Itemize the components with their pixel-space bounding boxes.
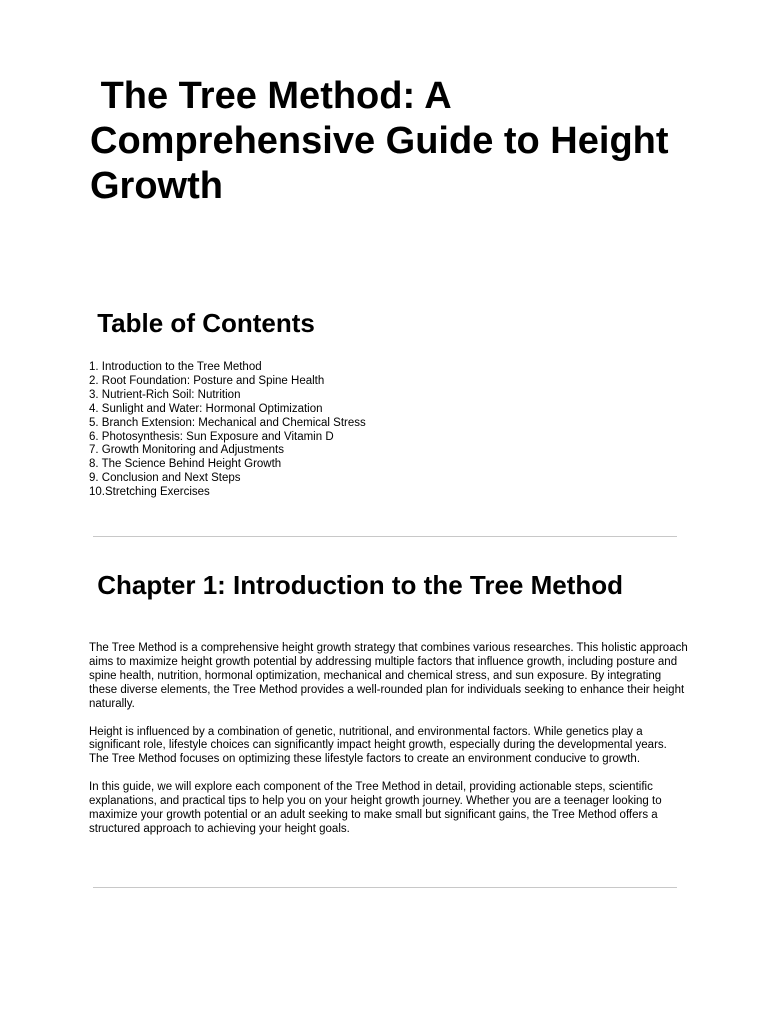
chapter-heading: Chapter 1: Introduction to the Tree Method xyxy=(90,570,624,600)
section-divider xyxy=(93,536,677,537)
chapter-paragraph: Height is influenced by a combination of genetic, nutritional, and environmental factors. While genetics play a significant role, lifestyle choices can significantly impact height growth, especially during the developmental years. The Tree Method focuses on optimizing these lifestyle factors to create an environment conducive to growth. xyxy=(89,725,667,766)
section-divider xyxy=(93,887,677,888)
toc-item: 2. Root Foundation: Posture and Spine Health xyxy=(89,374,325,387)
toc-item: 5. Branch Extension: Mechanical and Chemical Stress xyxy=(89,416,366,429)
chapter-paragraph: The Tree Method is a comprehensive height growth strategy that combines various researches. This holistic approach aims to maximize height growth potential by addressing multiple factors that influence growth, including posture and spine health, nutrition, hormonal optimization, mechanical and chemical stress, and sun exposure. By integrating these diverse elements, the Tree Method provides a well-rounded plan for individuals seeking to enhance their height naturally. xyxy=(89,642,688,710)
toc-item: 4. Sunlight and Water: Hormonal Optimization xyxy=(89,402,323,415)
toc-item: 1. Introduction to the Tree Method xyxy=(89,361,262,373)
chapter-body xyxy=(89,642,689,851)
toc-item: 3. Nutrient-Rich Soil: Nutrition xyxy=(89,388,241,401)
toc-list xyxy=(89,361,366,500)
toc-item: 8. The Science Behind Height Growth xyxy=(89,458,282,471)
chapter-paragraph: In this guide, we will explore each component of the Tree Method in detail, providing actionable steps, scientific explanations, and practical tips to help you on your height growth journey. Whether you are a teenager looking to maximize your growth potential or an adult seeking to make small but significant gains, the Tree Method offers a structured approach to achieving your height goals. xyxy=(89,781,662,835)
toc-heading: Table of Contents xyxy=(90,308,315,338)
toc-item: 7. Growth Monitoring and Adjustments xyxy=(89,444,284,457)
toc-item: 10.Stretching Exercises xyxy=(89,486,210,499)
toc-item: 6. Photosynthesis: Sun Exposure and Vitamin D xyxy=(89,430,334,443)
toc-item: 9. Conclusion and Next Steps xyxy=(89,472,241,485)
document-title: The Tree Method: A Comprehensive Guide to Height Growth xyxy=(90,75,680,207)
